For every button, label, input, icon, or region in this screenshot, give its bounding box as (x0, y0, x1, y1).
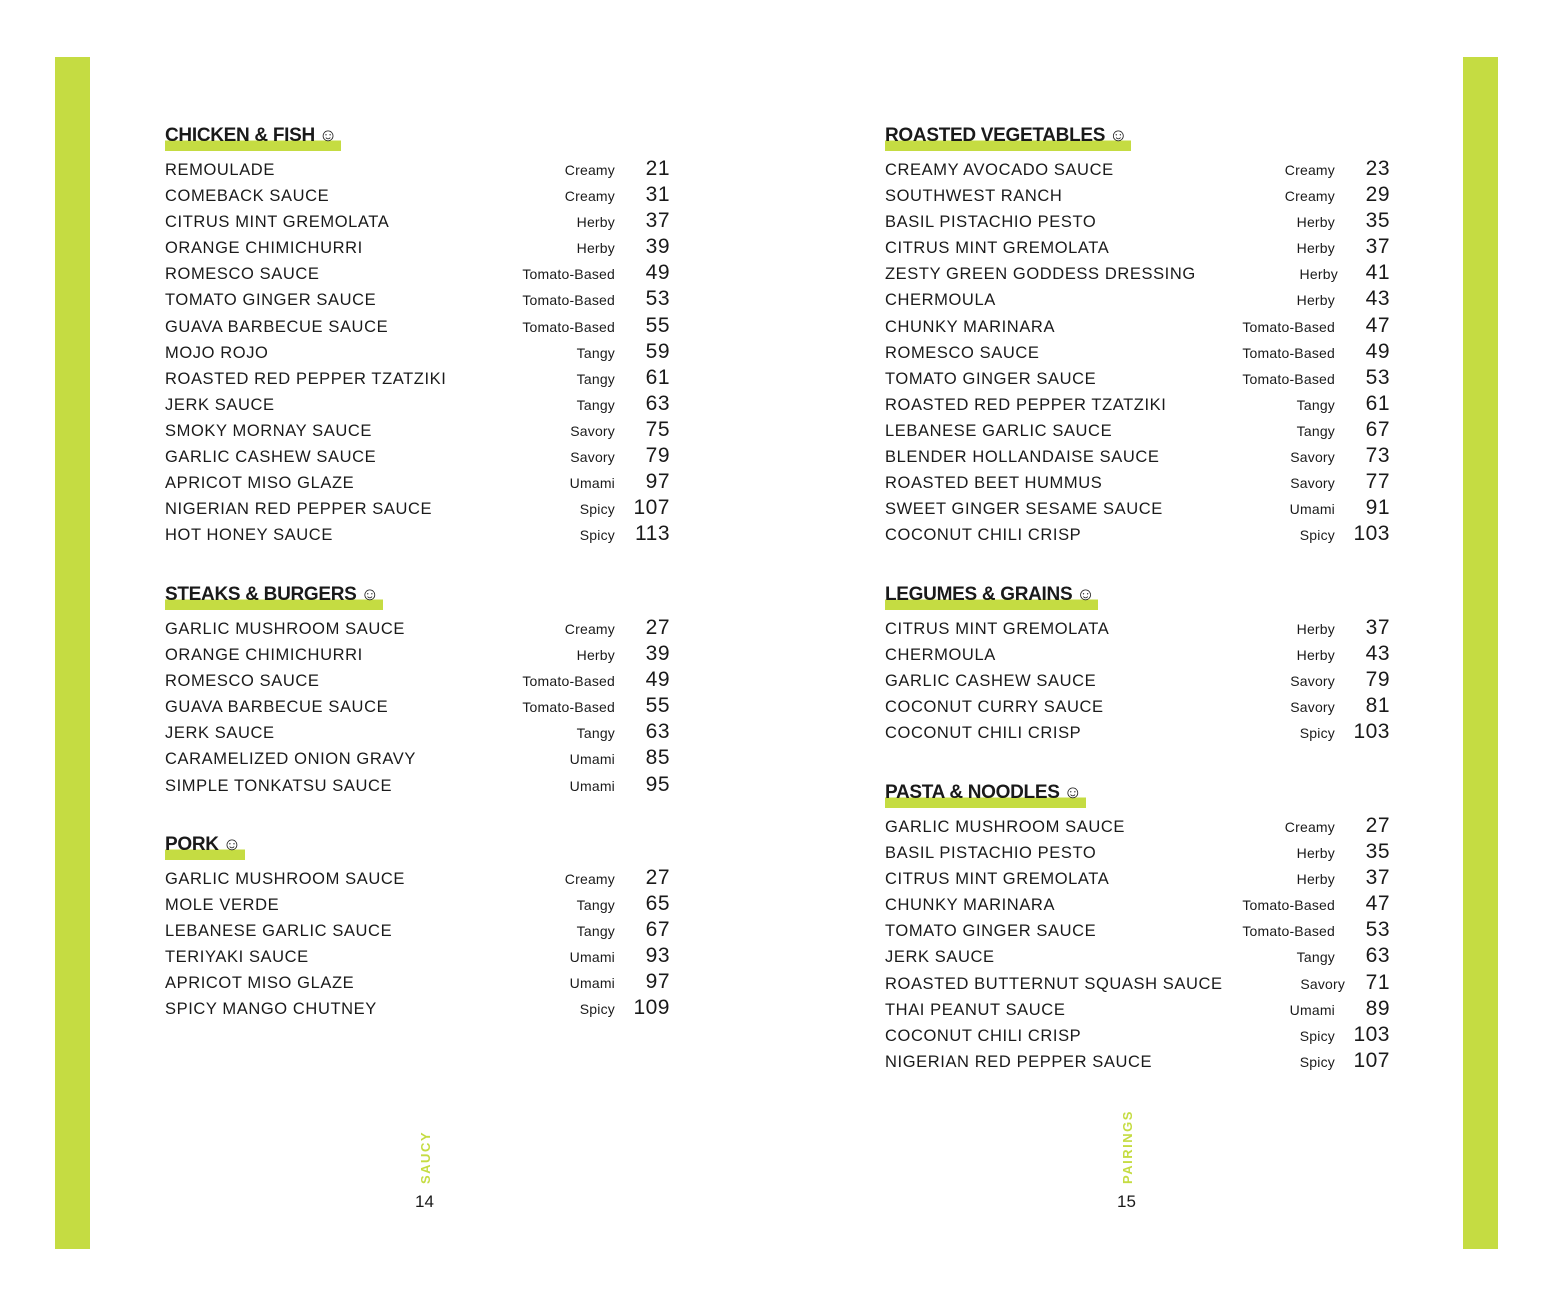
sauce-page-number: 27 (645, 866, 670, 889)
sauce-row (165, 944, 670, 970)
sauce-name: COCONUT CURRY SAUCE (885, 698, 1104, 717)
section-heading (885, 125, 1131, 151)
sauce-list (165, 616, 670, 799)
sauce-name: JERK SAUCE (165, 724, 275, 743)
sauce-page-number: 29 (1365, 183, 1390, 207)
sauce-row (165, 746, 670, 772)
sauce-name: THAI PEANUT SAUCE (885, 1000, 1066, 1019)
sauce-row (165, 366, 670, 392)
sauce-page-number: 89 (1365, 996, 1390, 1020)
sauce-page-number: 59 (645, 339, 670, 363)
sauce-page-number: 73 (1365, 444, 1390, 468)
sauce-page-number: 47 (1365, 313, 1390, 337)
sauce-name: CITRUS MINT GREMOLATA (165, 213, 390, 232)
sauce-category: Savory (1290, 475, 1335, 492)
sauce-name: TOMATO GINGER SAUCE (165, 291, 377, 310)
sauce-row (165, 392, 670, 418)
sauce-row (165, 209, 670, 235)
sauce-category: Tangy (576, 344, 615, 361)
sauce-row (885, 1023, 1390, 1049)
sauce-row (165, 496, 670, 522)
sauce-category: Tomato-Based (1242, 897, 1335, 914)
sauce-row (885, 720, 1390, 746)
sauce-page-number: 53 (645, 287, 670, 311)
right-page-number: 15 (1117, 1192, 1136, 1211)
sauce-category: Tangy (576, 396, 615, 413)
sauce-row (885, 892, 1390, 918)
sauce-name: CITRUS MINT GREMOLATA (885, 620, 1110, 638)
sauce-name: SOUTHWEST RANCH (885, 187, 1063, 206)
smiley-icon: ☺ (1076, 584, 1095, 604)
sauce-category: Herby (1296, 240, 1335, 257)
sauce-row (165, 642, 670, 668)
sauce-row (885, 997, 1390, 1023)
section-title: ROASTED VEGETABLES (885, 125, 1106, 146)
sauce-page-number: 35 (1365, 209, 1390, 233)
pairing-section (165, 125, 670, 548)
sauce-row (885, 209, 1390, 235)
sauce-name: ORANGE CHIMICHURRI (165, 646, 363, 665)
section-title: PASTA & NOODLES (885, 782, 1060, 803)
sauce-row (885, 866, 1390, 892)
sauce-name: SPICY MANGO CHUTNEY (165, 1000, 377, 1019)
sauce-row (885, 340, 1390, 366)
sauce-row (885, 918, 1390, 944)
sauce-page-number: 63 (645, 720, 670, 744)
sauce-page-number: 77 (1365, 470, 1390, 494)
sauce-page-number: 63 (1365, 944, 1390, 968)
sauce-row (165, 668, 670, 694)
section-title: LEGUMES & GRAINS (885, 584, 1073, 605)
sauce-category: Creamy (564, 188, 615, 205)
sauce-page-number: 35 (1365, 840, 1390, 864)
sauce-name: COCONUT CHILI CRISP (885, 724, 1082, 743)
sauce-category: Savory (1300, 975, 1346, 992)
sauce-page-number: 21 (645, 157, 670, 180)
sauce-category: Herby (1299, 266, 1338, 283)
sauce-page-number: 37 (1365, 616, 1390, 639)
sauce-row (165, 918, 670, 944)
sauce-name: ZESTY GREEN GODDESS DRESSING (885, 265, 1196, 284)
sauce-category: Spicy (1299, 1027, 1335, 1044)
sauce-row (165, 340, 670, 366)
sauce-category: Spicy (1299, 527, 1335, 544)
sauce-row (885, 1049, 1390, 1075)
sauce-name: ROASTED BUTTERNUT SQUASH SAUCE (885, 974, 1223, 993)
sauce-category: Tomato-Based (1242, 344, 1335, 361)
sauce-name: GARLIC CASHEW SAUCE (885, 672, 1097, 691)
sauce-category: Herby (1296, 647, 1335, 664)
sauce-category: Creamy (1284, 188, 1335, 205)
sauce-category: Herby (1296, 292, 1335, 309)
sauce-row (165, 522, 670, 548)
sauce-page-number: 41 (1365, 261, 1390, 285)
sauce-page-number: 49 (1365, 339, 1390, 363)
left-spine-label: SAUCY (418, 1130, 433, 1184)
sauce-category: Savory (570, 422, 615, 439)
sauce-page-number: 103 (1353, 1022, 1390, 1046)
pairing-section (165, 834, 670, 1023)
sauce-row (165, 183, 670, 209)
sauce-page-number: 67 (1365, 417, 1390, 441)
sauce-category: Umami (569, 777, 615, 794)
sauce-row (165, 444, 670, 470)
sauce-list (165, 866, 670, 1023)
sauce-row (165, 720, 670, 746)
sauce-page-number: 67 (645, 918, 670, 942)
sauce-name: APRICOT MISO GLAZE (165, 974, 355, 993)
sauce-category: Tomato-Based (522, 292, 615, 309)
sauce-page-number: 53 (1365, 365, 1390, 389)
sauce-name: BASIL PISTACHIO PESTO (885, 213, 1097, 232)
sauce-row (885, 944, 1390, 970)
sauce-name: COMEBACK SAUCE (165, 187, 330, 206)
smiley-icon: ☺ (222, 834, 241, 854)
sauce-page-number: 49 (645, 668, 670, 692)
sauce-row (165, 235, 670, 261)
section-title: PORK (165, 834, 219, 855)
sauce-category: Herby (576, 647, 615, 664)
sauce-page-number: 47 (1365, 892, 1390, 916)
sauce-page-number: 109 (633, 996, 670, 1020)
sauce-category: Tangy (1296, 949, 1335, 966)
sauce-row (885, 642, 1390, 668)
sauce-name: CITRUS MINT GREMOLATA (885, 870, 1110, 889)
sauce-page-number: 75 (645, 417, 670, 441)
sauce-category: Savory (1290, 673, 1335, 690)
sauce-category: Creamy (1284, 162, 1335, 178)
sauce-row (165, 773, 670, 799)
sauce-row (885, 366, 1390, 392)
sauce-page-number: 85 (645, 746, 670, 770)
sauce-row (165, 970, 670, 996)
left-page-number: 14 (415, 1192, 434, 1211)
sauce-page-number: 61 (645, 365, 670, 389)
sauce-row (165, 261, 670, 287)
smiley-icon: ☺ (318, 125, 337, 145)
sauce-row (885, 694, 1390, 720)
section-title: CHICKEN & FISH (165, 125, 315, 146)
sauce-row (165, 314, 670, 340)
section-heading (165, 584, 383, 610)
sauce-name: APRICOT MISO GLAZE (165, 474, 355, 493)
sauce-page-number: 43 (1365, 287, 1390, 311)
sauce-page-number: 37 (1365, 235, 1390, 259)
sauce-page-number: 49 (645, 261, 670, 285)
sauce-category: Creamy (564, 871, 615, 887)
sauce-name: TOMATO GINGER SAUCE (885, 922, 1097, 941)
sauce-row (165, 418, 670, 444)
sauce-page-number: 107 (1353, 1048, 1390, 1072)
sauce-page-number: 63 (645, 391, 670, 415)
sauce-name: ROMESCO SAUCE (885, 343, 1040, 362)
sauce-category: Tomato-Based (522, 673, 615, 690)
sauce-name: REMOULADE (165, 161, 275, 179)
sauce-row (165, 470, 670, 496)
sauce-category: Spicy (579, 1001, 615, 1018)
sauce-category: Umami (569, 751, 615, 768)
pairing-section (165, 584, 670, 799)
sauce-row (885, 496, 1390, 522)
sauce-list (165, 157, 670, 548)
sauce-category: Herby (1296, 845, 1335, 862)
sauce-name: BASIL PISTACHIO PESTO (885, 844, 1097, 863)
sauce-category: Tomato-Based (522, 318, 615, 335)
sauce-row (885, 314, 1390, 340)
sauce-name: JERK SAUCE (885, 948, 995, 967)
sauce-name: CARAMELIZED ONION GRAVY (165, 750, 416, 769)
sauce-row (885, 392, 1390, 418)
sauce-page-number: 61 (1365, 391, 1390, 415)
sauce-category: Tangy (1296, 396, 1335, 413)
sauce-category: Umami (569, 475, 615, 492)
sauce-category: Umami (1289, 1001, 1335, 1018)
sauce-category: Herby (1296, 871, 1335, 888)
pairing-section (885, 782, 1390, 1075)
smiley-icon: ☺ (1109, 125, 1128, 145)
sauce-category: Spicy (1299, 725, 1335, 742)
sauce-page-number: 79 (1365, 668, 1390, 692)
sauce-category: Tomato-Based (1242, 318, 1335, 335)
sauce-page-number: 91 (1365, 496, 1390, 520)
sauce-category: Tomato-Based (1242, 370, 1335, 387)
sauce-name: HOT HONEY SAUCE (165, 526, 333, 545)
section-heading (165, 834, 245, 860)
sauce-name: CHERMOULA (885, 291, 996, 310)
sauce-name: ROASTED RED PEPPER TZATZIKI (885, 395, 1167, 414)
sauce-row (165, 157, 670, 183)
sauce-category: Spicy (579, 501, 615, 518)
right-accent-bar (1463, 57, 1498, 1249)
sauce-name: GARLIC CASHEW SAUCE (165, 448, 377, 467)
sauce-row (885, 840, 1390, 866)
sauce-category: Tomato-Based (1242, 923, 1335, 940)
sauce-page-number: 53 (1365, 918, 1390, 942)
sauce-category: Tangy (576, 923, 615, 940)
sauce-row (885, 418, 1390, 444)
sauce-category: Herby (576, 240, 615, 257)
sauce-page-number: 27 (645, 616, 670, 639)
sauce-row (885, 261, 1390, 287)
sauce-category: Savory (1290, 699, 1335, 716)
sauce-name: CREAMY AVOCADO SAUCE (885, 161, 1114, 179)
sauce-name: GARLIC MUSHROOM SAUCE (165, 620, 405, 638)
smiley-icon: ☺ (360, 584, 379, 604)
sauce-page-number: 55 (645, 694, 670, 718)
sauce-name: ROASTED RED PEPPER TZATZIKI (165, 369, 447, 388)
sauce-page-number: 107 (633, 496, 670, 520)
sauce-row (885, 470, 1390, 496)
sauce-name: BLENDER HOLLANDAISE SAUCE (885, 448, 1160, 467)
sauce-list (885, 616, 1390, 746)
right-spine-label: PAIRINGS (1120, 1110, 1135, 1184)
sauce-name: JERK SAUCE (165, 395, 275, 414)
sauce-name: TERIYAKI SAUCE (165, 948, 309, 967)
sauce-row (165, 616, 670, 642)
sauce-row (885, 971, 1390, 997)
section-title: STEAKS & BURGERS (165, 584, 357, 605)
sauce-page-number: 39 (645, 642, 670, 666)
sauce-page-number: 43 (1365, 642, 1390, 666)
sauce-name: COCONUT CHILI CRISP (885, 526, 1082, 545)
sauce-name: CHUNKY MARINARA (885, 317, 1056, 336)
sauce-category: Spicy (1299, 1053, 1335, 1070)
sauce-name: GARLIC MUSHROOM SAUCE (165, 870, 405, 888)
sauce-name: TOMATO GINGER SAUCE (885, 369, 1097, 388)
sauce-page-number: 95 (645, 772, 670, 796)
sauce-row (885, 287, 1390, 313)
sauce-page-number: 71 (1365, 970, 1390, 994)
sauce-page-number: 103 (1353, 720, 1390, 744)
sauce-category: Umami (1289, 501, 1335, 518)
sauce-category: Savory (1290, 449, 1335, 466)
sauce-category: Tangy (1296, 422, 1335, 439)
sauce-category: Umami (569, 975, 615, 992)
section-heading (885, 584, 1098, 610)
sauce-category: Tangy (576, 370, 615, 387)
sauce-page-number: 81 (1365, 694, 1390, 718)
sauce-list (885, 814, 1390, 1075)
sauce-page-number: 65 (645, 892, 670, 916)
sauce-name: LEBANESE GARLIC SAUCE (885, 421, 1113, 440)
sauce-row (885, 616, 1390, 642)
sauce-list (885, 157, 1390, 548)
sauce-name: CHUNKY MARINARA (885, 896, 1056, 915)
sauce-row (885, 235, 1390, 261)
section-heading (885, 782, 1086, 808)
pairing-section (885, 125, 1390, 548)
sauce-name: SMOKY MORNAY SAUCE (165, 421, 373, 440)
sauce-row (885, 814, 1390, 840)
sauce-row (885, 668, 1390, 694)
sauce-page-number: 113 (635, 522, 670, 546)
sauce-name: LEBANESE GARLIC SAUCE (165, 922, 393, 941)
sauce-name: GUAVA BARBECUE SAUCE (165, 317, 389, 336)
sauce-page-number: 79 (645, 444, 670, 468)
sauce-category: Tomato-Based (522, 266, 615, 283)
sauce-row (885, 522, 1390, 548)
sauce-page-number: 27 (1365, 814, 1390, 837)
sauce-page-number: 97 (645, 470, 670, 494)
sauce-name: CHERMOULA (885, 646, 996, 665)
sauce-row (885, 444, 1390, 470)
sauce-name: ORANGE CHIMICHURRI (165, 239, 363, 258)
sauce-name: MOJO ROJO (165, 343, 269, 362)
sauce-row (885, 157, 1390, 183)
sauce-name: ROMESCO SAUCE (165, 672, 320, 691)
sauce-category: Creamy (564, 162, 615, 178)
sauce-row (165, 866, 670, 892)
sauce-name: COCONUT CHILI CRISP (885, 1026, 1082, 1045)
sauce-name: CITRUS MINT GREMOLATA (885, 239, 1110, 258)
sauce-name: GARLIC MUSHROOM SAUCE (885, 818, 1125, 836)
sauce-page-number: 93 (645, 944, 670, 968)
sauce-page-number: 103 (1353, 522, 1390, 546)
sauce-page-number: 97 (645, 970, 670, 994)
sauce-page-number: 37 (1365, 866, 1390, 890)
sauce-page-number: 23 (1365, 157, 1390, 180)
sauce-page-number: 55 (645, 313, 670, 337)
sauce-category: Creamy (564, 621, 615, 637)
sauce-row (165, 287, 670, 313)
pairing-section (885, 584, 1390, 746)
sauce-name: NIGERIAN RED PEPPER SAUCE (165, 500, 433, 519)
sauce-name: MOLE VERDE (165, 896, 280, 915)
sauce-category: Spicy (579, 527, 615, 544)
sauce-row (165, 996, 670, 1022)
sauce-page-number: 39 (645, 235, 670, 259)
sauce-name: SIMPLE TONKATSU SAUCE (165, 776, 393, 795)
sauce-page-number: 31 (645, 183, 670, 207)
sauce-category: Herby (1296, 621, 1335, 637)
sauce-category: Savory (570, 449, 615, 466)
sauce-category: Tangy (576, 725, 615, 742)
sauce-row (165, 892, 670, 918)
sauce-name: ROMESCO SAUCE (165, 265, 320, 284)
sauce-category: Tangy (576, 897, 615, 914)
sauce-row (165, 694, 670, 720)
sauce-category: Herby (1296, 214, 1335, 231)
left-accent-bar (55, 57, 90, 1249)
sauce-name: SWEET GINGER SESAME SAUCE (885, 500, 1163, 519)
sauce-name: NIGERIAN RED PEPPER SAUCE (885, 1052, 1153, 1071)
sauce-page-number: 37 (645, 209, 670, 233)
sauce-category: Umami (569, 949, 615, 966)
section-heading (165, 125, 341, 151)
sauce-name: GUAVA BARBECUE SAUCE (165, 698, 389, 717)
sauce-row (885, 183, 1390, 209)
sauce-category: Creamy (1284, 819, 1335, 835)
sauce-name: ROASTED BEET HUMMUS (885, 474, 1103, 493)
sauce-category: Herby (576, 214, 615, 231)
sauce-category: Tomato-Based (522, 699, 615, 716)
smiley-icon: ☺ (1063, 782, 1082, 802)
